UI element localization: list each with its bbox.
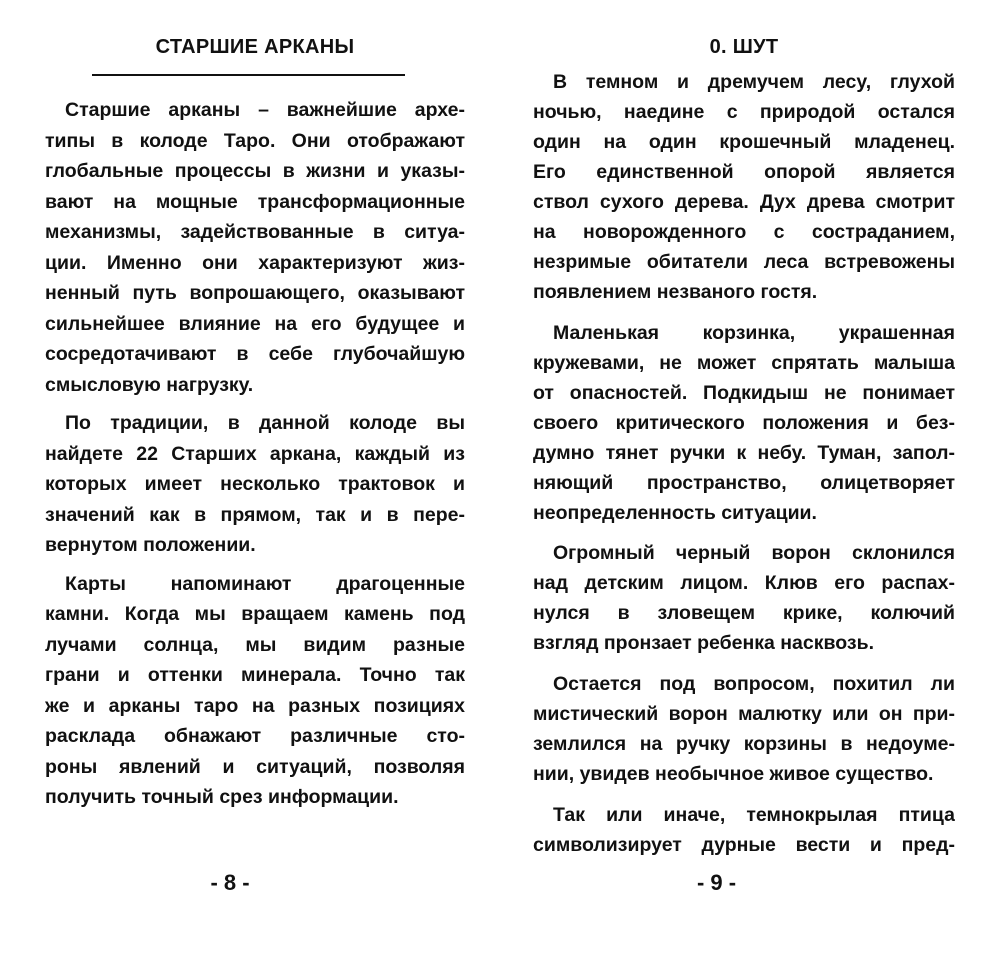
text-line: думно тянет ручки к небу. Туман, запол-	[533, 441, 955, 464]
text-line: символизирует дурные вести и пред-	[533, 833, 955, 856]
text-line: кружевами, не может спрятать малыша	[533, 351, 955, 374]
text-line: своего критического положения и без-	[533, 411, 955, 434]
text-line: нулся в зловещем крике, колючий	[533, 602, 955, 625]
text-line: Старшие арканы – важнейшие архе-	[65, 99, 465, 121]
text-line: Так или иначе, темнокрылая птица	[553, 803, 955, 826]
paragraph	[533, 800, 955, 860]
paragraph	[533, 67, 955, 307]
text-line: ствол сухого дерева. Дух древа смотрит	[533, 191, 955, 213]
text-line: ции. Именно они характеризуют жиз-	[45, 251, 465, 274]
text-line: сосредотачивают в себе глубочайшую	[45, 343, 465, 365]
text-line: типы в колоде Таро. Они отображают	[45, 129, 465, 152]
paragraph	[533, 318, 955, 528]
text-line: же и арканы таро на разных позициях	[45, 694, 465, 717]
paragraph	[45, 95, 465, 400]
title-underline	[92, 74, 405, 76]
text-line: вернутом положении.	[45, 534, 256, 556]
text-line: Огромный черный ворон склонился	[553, 542, 955, 565]
text-line: получить точный срез информации.	[45, 786, 399, 808]
text-line: от опасностей. Подкидыш не понимает	[533, 381, 955, 404]
paragraph	[45, 408, 465, 561]
text-line: нии, увидев необычное живое существо.	[533, 763, 934, 786]
text-line: землился на ручку корзины в недоуме-	[533, 733, 955, 756]
text-line: камни. Когда мы вращаем камень под	[45, 603, 465, 625]
text-line: Остается под вопросом, похитил ли	[553, 673, 955, 696]
text-line: глобальные процессы в жизни и указы-	[45, 160, 465, 182]
text-line: один на один крошечный младенец.	[533, 131, 955, 153]
paragraph	[533, 669, 955, 789]
text-line: роны явлений и ситуаций, позволяя	[45, 755, 465, 778]
paragraph	[533, 538, 955, 658]
text-line: над детским лицом. Клюв его распах-	[533, 572, 955, 595]
text-line: которых имеет несколько трактовок и	[45, 473, 465, 495]
paragraph	[45, 569, 465, 813]
text-line: неопределенность ситуации.	[533, 501, 817, 524]
page-body	[533, 67, 955, 860]
text-line: на новорожденного с состраданием,	[533, 221, 955, 243]
page-title: СТАРШИЕ АРКАНЫ	[155, 36, 355, 58]
text-line: взгляд пронзает ребенка насквозь.	[533, 632, 874, 655]
text-line: незримые обитатели леса встревожены	[533, 251, 955, 273]
text-line: появлением незваного гостя.	[533, 281, 818, 303]
text-line: мистический ворон малютку или он при-	[533, 703, 955, 726]
text-line: Карты напоминают драгоценные	[65, 572, 465, 595]
page-body	[45, 95, 465, 813]
text-line: значений как в прямом, так и в пере-	[45, 503, 465, 526]
text-line: вают на мощные трансформационные	[45, 190, 465, 213]
text-line: В темном и дремучем лесу, глухой	[553, 71, 955, 93]
text-line: найдете 22 Старших аркана, каждый из	[45, 442, 465, 465]
text-line: смысловую нагрузку.	[45, 373, 254, 396]
page-title: 0. ШУТ	[709, 36, 779, 58]
page-number: - 8 -	[210, 870, 250, 895]
text-line: механизмы, задействованные в ситуа-	[45, 221, 465, 243]
text-line: Его единственной опорой является	[533, 161, 955, 183]
text-line: грани и оттенки минерала. Точно так	[45, 664, 465, 686]
text-line: Маленькая корзинка, украшенная	[553, 321, 955, 344]
text-line: няющий пространство, олицетворяет	[533, 471, 955, 494]
text-line: сильнейшее влияние на его будущее и	[45, 312, 465, 335]
text-line: ночью, наедине с природой остался	[533, 101, 955, 123]
page-number: - 9 -	[696, 870, 737, 895]
text-line: расклада обнажают различные сто-	[45, 725, 465, 747]
text-line: лучами солнца, мы видим разные	[45, 633, 465, 656]
text-line: ненный путь вопрошающего, оказывают	[45, 282, 465, 304]
text-line: По традиции, в данной колоде вы	[65, 412, 465, 434]
